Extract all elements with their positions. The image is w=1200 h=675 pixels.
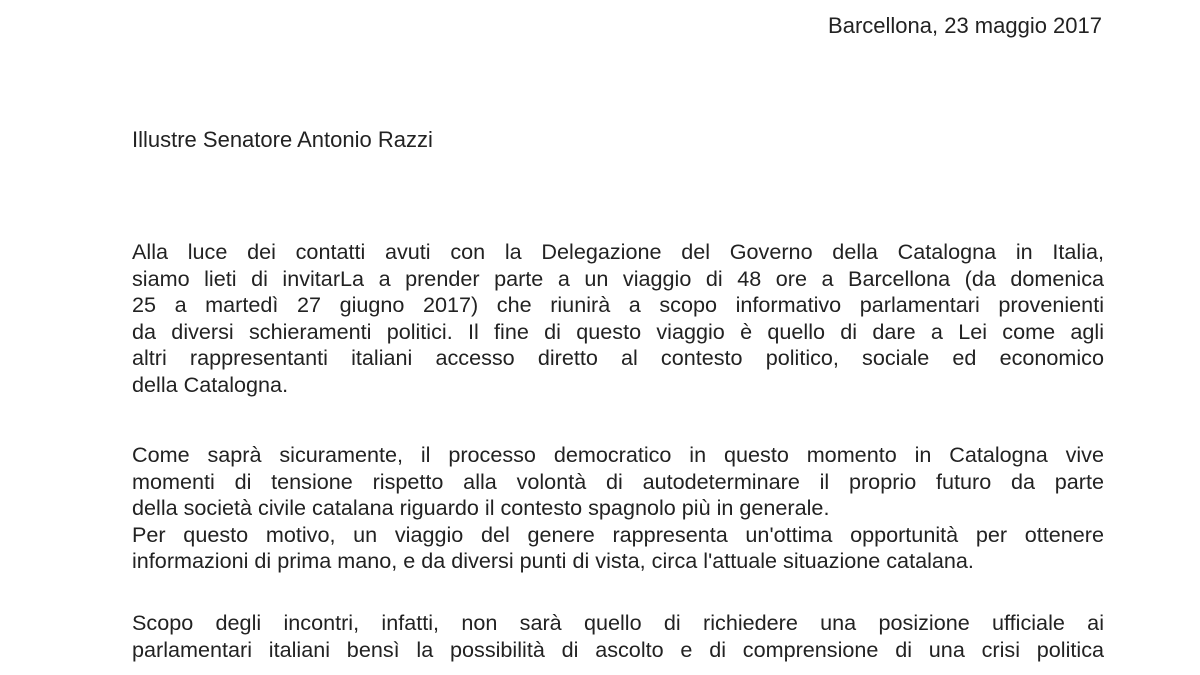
paragraph-line: altri rappresentanti italiani accesso diretto al contesto politico, sociale ed economico — [132, 345, 1104, 371]
paragraph-line: della società civile catalana riguardo il contesto spagnolo più in generale. — [132, 495, 830, 521]
paragraph-invitation — [132, 239, 1104, 399]
paragraph-line: della Catalogna. — [132, 371, 289, 397]
paragraph-line: informazioni di prima mano, e da diversi punti di vista, circa l'attuale situazione catalana. — [132, 548, 974, 574]
paragraph-line: da diversi schieramenti politici. Il fine di questo viaggio è quello di dare a Lei come agli — [132, 318, 1104, 344]
paragraph-line: parlamentari italiani bensì la possibilità di ascolto e di comprensione di una crisi politica — [132, 636, 1104, 662]
paragraph-context — [132, 442, 1104, 575]
paragraph-line: 25 a martedì 27 giugno 2017) che riunirà a scopo informativo parlamentari provenienti — [132, 292, 1104, 318]
paragraph-line: Come saprà sicuramente, il processo democratico in questo momento in Catalogna vive — [132, 442, 1104, 467]
page-cut-edge — [0, 671, 1200, 675]
salutation: Illustre Senatore Antonio Razzi — [132, 127, 433, 152]
place-date: Barcellona, 23 maggio 2017 — [828, 13, 1102, 38]
paragraph-line: Per questo motivo, un viaggio del genere rappresenta un'ottima opportunità per ottenere — [132, 521, 1104, 547]
paragraph-line: Scopo degli incontri, infatti, non sarà quello di richiedere una posizione ufficiale ai — [132, 610, 1104, 635]
paragraph-line: siamo lieti di invitarLa a prender parte a un viaggio di 48 ore a Barcellona (da domenica — [132, 265, 1104, 291]
paragraph-line: Alla luce dei contatti avuti con la Delegazione del Governo della Catalogna in Italia, — [132, 239, 1104, 264]
paragraph-purpose — [132, 610, 1104, 663]
paragraph-line: momenti di tensione rispetto alla volontà di autodeterminare il proprio futuro da parte — [132, 468, 1104, 494]
